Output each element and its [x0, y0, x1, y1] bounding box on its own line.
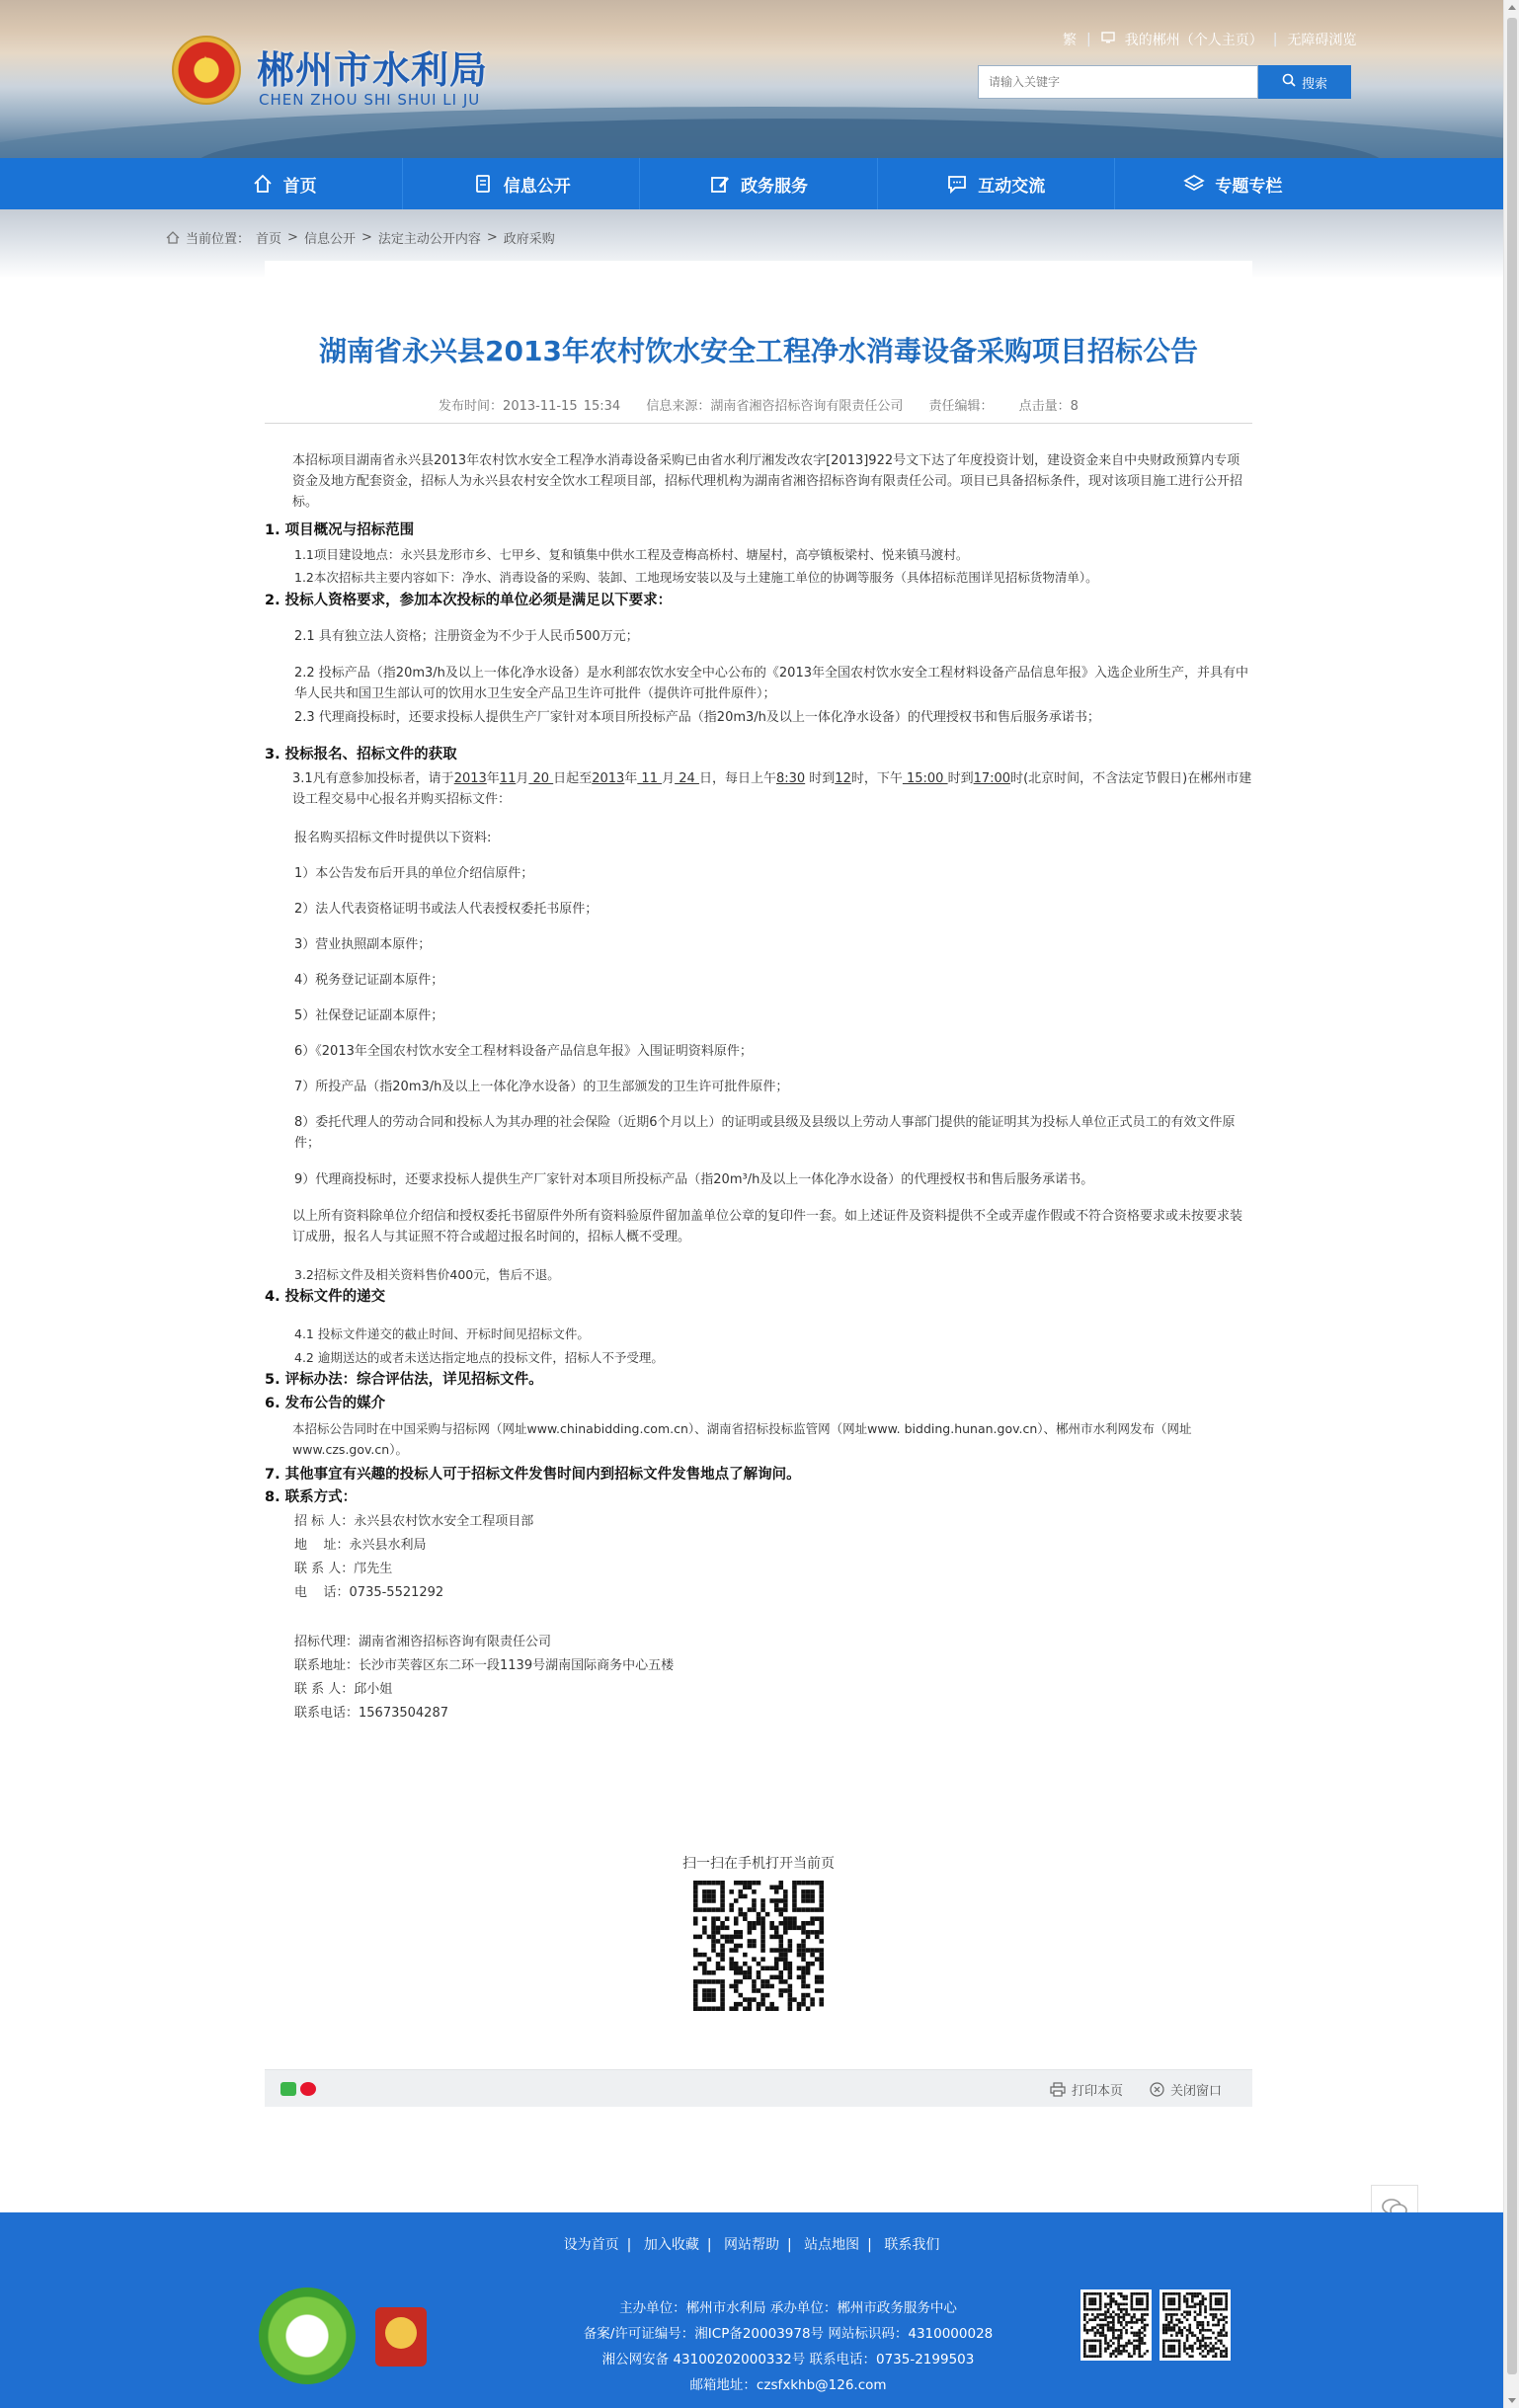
traditional-chinese-link[interactable]: 繁: [1063, 33, 1077, 48]
nav-item-label: 互动交流: [978, 176, 1046, 197]
section-3-price: 3.2招标文件及相关资料售价400元，售后不退。: [294, 1267, 560, 1282]
section-3-list-item: 9）代理商投标时，还要求投标人提供生产厂家针对本项目所投标产品（指20m³/h及以上一体化净水设备）的代理授权书和售后服务承诺书。: [294, 1172, 1094, 1187]
section-4-item: 4.2 逾期送达的或者未送达指定地点的投标文件，招标人不予受理。: [294, 1350, 664, 1365]
section-3-list-item: 6）《2013年全国农村饮水安全工程材料设备产品信息年报》入围证明资料原件；: [294, 1044, 753, 1059]
intro-paragraph: 本招标项目湖南省永兴县2013年农村饮水安全工程净水消毒设备采购已由省水利厅湘发改农字[2013]922号文下达了年度投资计划，建设资金来自中央财政预算内专项资金及地方配套资金，招标人为永兴县农村安全饮水工程项目部，招标代理机构为湖南省湘咨招标咨询有限责任公司。项目已具备招标条件，现对该项目施工进行公开招标。: [292, 453, 1243, 510]
site-footer: [0, 2212, 1503, 2408]
text-run: 时(北京时间，不含法定节假日)在郴州市建设工程交易中心报名并购买招标文件：: [292, 771, 1252, 807]
qr-label: 扫一扫在手机打开当前页: [682, 1856, 835, 1872]
section-3-list-title: 报名购买招标文件时提供以下资料:: [294, 831, 492, 845]
close-button-label: 关闭窗口: [1170, 2084, 1223, 2099]
section-3-list-item: 7）所投产品（指20m3/h及以上一体化净水设备）的卫生部颁发的卫生许可批件原件；: [294, 1080, 789, 1094]
breadcrumb-item-info[interactable]: 信息公开: [303, 232, 356, 247]
nav-item-special-topics[interactable]: [1115, 158, 1351, 209]
breadcrumb-item-procurement[interactable]: 政府采购: [503, 232, 555, 247]
monitor-icon: [1101, 32, 1115, 47]
section-4-item: 4.1 投标文件递交的截止时间、开标时间见招标文件。: [294, 1326, 590, 1341]
contact-line: 招 标 人：永兴县农村饮水安全工程项目部: [294, 1514, 534, 1529]
site-title[interactable]: 郴州市水利局: [257, 48, 489, 92]
text-run: 年: [624, 771, 638, 786]
contact-line: 电 话：0735-5521292: [294, 1585, 444, 1600]
site-subtitle: CHEN ZHOU SHI SHUI LI JU: [259, 91, 481, 109]
section-2-item: 2.3 代理商投标时，还要求投标人提供生产厂家针对本项目所投标产品（指20m3/h及以上一体化净水设备）的代理授权书和售后服务承诺书；: [294, 710, 1100, 725]
scrollbar-thumb[interactable]: [1507, 18, 1517, 2374]
contact-line: 联 系 人：邝先生: [294, 1562, 393, 1576]
accessibility-link[interactable]: 无障碍浏览: [1287, 33, 1357, 48]
divider: [265, 423, 1252, 424]
search-input[interactable]: [978, 65, 1258, 99]
footer-link-help[interactable]: 网站帮助: [724, 2237, 779, 2253]
page-qr-code-icon: [693, 1881, 824, 2011]
section-1-item: 1.2本次招标共主要内容如下：净水、消毒设备的采购、装卸、工地现场安装以及与土建施工单位的协调等服务（具体招标范围详见招标货物清单）。: [294, 570, 1098, 585]
text-run: 时到: [805, 771, 836, 786]
text-run: 日，每日上午: [698, 771, 776, 786]
breadcrumb-item-home[interactable]: 首页: [256, 232, 282, 247]
section-3-intro: [265, 768, 1252, 810]
main-nav-inner: [166, 158, 1351, 209]
section-3-note: 以上所有资料除单位介绍信和授权委托书留原件外所有资料验原件留加盖单位公章的复印件一套。如上述证件及资料提供不全或弄虚作假或不符合资格要求或未按要求装订成册，报名人与其证照不符合或超过报名时间的，招标人概不受理。: [292, 1209, 1243, 1244]
footer-link-set-homepage[interactable]: 设为首页: [563, 2237, 619, 2253]
home-icon: [252, 173, 274, 195]
section-1-heading: 1. 项目概况与招标范围: [265, 522, 415, 538]
contact-line: 联系电话：15673504287: [294, 1706, 448, 1721]
section-3-list-item: 5）社保登记证副本原件；: [294, 1008, 444, 1023]
personal-homepage-link[interactable]: 我的郴州（个人主页）: [1124, 33, 1263, 48]
text-run: 2013: [453, 771, 487, 786]
nav-item-label: 首页: [282, 176, 317, 197]
search-button[interactable]: [1258, 65, 1351, 99]
section-8-heading: 8. 联系方式：: [265, 1489, 358, 1505]
print-button[interactable]: [1050, 2080, 1123, 2099]
article-title: 湖南省永兴县2013年农村饮水安全工程净水消毒设备采购项目招标公告: [319, 335, 1198, 367]
wechat-share-icon[interactable]: [280, 2082, 296, 2096]
section-6-text: 本招标公告同时在中国采购与招标网（网址www.chinabidding.com.cn）、湖南省招标投标监管网（网址www. bidding.hunan.gov.cn）、郴州市水利网发布（网址www.czs.gov.cn）。: [292, 1421, 1192, 1457]
section-3-list-item: 8）委托代理人的劳动合同和投标人为其办理的社会保险（近期6个月以上）的证明或县级及县级以上劳动人事部门提供的能证明其为投标人单位正式员工的有效文件原件；: [294, 1115, 1236, 1151]
text-run: 17:00: [973, 771, 1011, 786]
nav-item-interaction[interactable]: [878, 158, 1115, 209]
text-run: 11: [499, 771, 517, 786]
editor: 责任编辑：: [928, 399, 994, 414]
layers-icon: [1183, 173, 1205, 195]
footer-links: 设为首页 | 加入收藏 | 网站帮助 | 站点地图 | 联系我们: [563, 2237, 940, 2253]
section-3-list-item: 1）本公告发布后开具的单位介绍信原件；: [294, 866, 534, 881]
text-run: 20: [528, 771, 554, 786]
national-emblem-icon: ★: [172, 36, 241, 105]
main-nav: [0, 158, 1503, 209]
chat-icon: [946, 173, 968, 195]
footer-link-sitemap[interactable]: 站点地图: [804, 2237, 860, 2253]
section-7-heading: 7. 其他事宜有兴趣的投标人可于招标文件发售时间内到招标文件发售地点了解询问。: [265, 1467, 801, 1483]
text-run: 24: [675, 771, 699, 786]
breadcrumb-item-legal-content[interactable]: 法定主动公开内容: [377, 232, 481, 247]
search-button-label: 搜索: [1301, 76, 1327, 92]
section-4-heading: 4. 投标文件的递交: [265, 1289, 386, 1305]
nav-item-label: 政务服务: [741, 176, 808, 197]
text-run: 时到: [947, 771, 974, 786]
nav-item-info-disclosure[interactable]: [403, 158, 640, 209]
info-source: 信息来源：湖南省湘咨招标咨询有限责任公司: [646, 399, 904, 414]
separator: |: [1086, 32, 1091, 47]
scroll-up-arrow-icon[interactable]: [1504, 0, 1519, 16]
breadcrumb-separator: >: [287, 230, 298, 245]
footer-qr-code-icon: [1159, 2289, 1231, 2361]
scroll-down-arrow-icon[interactable]: [1504, 2392, 1519, 2408]
text-run: 2013: [592, 771, 625, 786]
document-icon: [472, 173, 494, 195]
section-1-item: 1.1项目建设地点：永兴县龙形市乡、七甲乡、复和镇集中供水工程及壹梅高桥村、塘屋村，高亭镇板梁村、悦来镇马渡村。: [294, 547, 969, 562]
breadcrumb: [166, 228, 555, 247]
top-links: [1063, 30, 1356, 49]
party-government-badge-icon[interactable]: [375, 2307, 427, 2367]
home-icon: [166, 231, 180, 244]
text-run: 时，下午: [850, 771, 903, 786]
nav-item-home[interactable]: [166, 158, 403, 209]
print-button-label: 打印本页: [1072, 2084, 1124, 2099]
text-run: 12: [835, 771, 851, 786]
text-run: 8:30: [775, 771, 806, 786]
footer-link-add-favorite[interactable]: 加入收藏: [643, 2237, 699, 2253]
nav-item-label: 专题专栏: [1215, 176, 1283, 197]
section-2-item: 2.2 投标产品（指20m3/h及以上一体化净水设备）是水利部农饮水安全中心公布的《2013年全国农村饮水安全工程材料设备产品信息年报》入选企业所生产，并具有中华人民共和国卫生部认可的饮用水卫生安全产品卫生许可批件（提供许可批件原件）；: [294, 666, 1248, 701]
footer-info: [581, 2295, 996, 2398]
text-run: 年: [486, 771, 500, 786]
section-6-heading: 6. 发布公告的媒介: [265, 1396, 386, 1411]
breadcrumb-separator: >: [360, 230, 372, 245]
breadcrumb-prefix: 当前位置：: [186, 232, 251, 247]
click-count: 点击量：8: [1018, 399, 1079, 414]
site-header: [0, 0, 1503, 158]
footer-sponsor: 主办单位：郴州市水利局 承办单位：郴州市政务服务中心: [619, 2300, 957, 2316]
publish-time: 发布时间：2013-11-15 15:34: [439, 399, 621, 414]
section-2-heading: 2. 投标人资格要求，参加本次投标的单位必须是满足以下要求：: [265, 593, 673, 608]
breadcrumb-separator: >: [486, 230, 498, 245]
search-icon: [1282, 73, 1296, 91]
nav-item-government-services[interactable]: [640, 158, 877, 209]
section-3-list-item: 4）税务登记证副本原件；: [294, 973, 444, 988]
footer-security[interactable]: 湘公网安备 43100202000332号 联系电话：0735-2199503: [601, 2352, 975, 2368]
article-toolbar: [265, 2069, 1252, 2107]
article-meta: [265, 395, 1252, 414]
weibo-share-icon[interactable]: [300, 2082, 316, 2096]
section-2-item: 2.1 具有独立法人资格；注册资金为不少于人民币500万元；: [294, 629, 639, 644]
close-window-button[interactable]: [1150, 2080, 1222, 2099]
footer-icp[interactable]: 备案/许可证编号：湘ICP备20003978号 网站标识码：4310000028: [583, 2326, 994, 2342]
contact-line: 地 址：永兴县水利局: [294, 1538, 427, 1553]
footer-email: 邮箱地址：czsfxkhb@126.com: [689, 2377, 887, 2393]
badge-emblem: [385, 2317, 417, 2349]
contact-line: 联 系 人：邱小姐: [294, 1682, 393, 1697]
text-run: 15:00: [902, 771, 948, 786]
text-run: 3.1凡有意参加投标者，请于: [292, 771, 454, 786]
footer-qr-code-icon: [1080, 2289, 1152, 2361]
section-5-heading: 5. 评标办法：综合评估法，详见招标文件。: [265, 1372, 543, 1388]
contact-line: 联系地址：长沙市芙蓉区东二环一段1139号湖南国际商务中心五楼: [294, 1658, 675, 1673]
text-run: 月: [662, 771, 676, 786]
civilized-unit-badge-icon[interactable]: [259, 2288, 356, 2384]
contact-line: 招标代理：湖南省湘咨招标咨询有限责任公司: [294, 1635, 552, 1649]
text-run: 月: [516, 771, 529, 786]
nav-item-label: 信息公开: [503, 176, 571, 197]
footer-link-contact[interactable]: 联系我们: [884, 2237, 940, 2253]
edit-icon: [709, 173, 731, 195]
close-icon: [1150, 2082, 1164, 2097]
vertical-scrollbar[interactable]: [1503, 0, 1519, 2408]
separator: |: [1272, 32, 1278, 47]
section-3-list-item: 3）营业执照副本原件；: [294, 937, 432, 952]
section-3-heading: 3. 投标报名、招标文件的获取: [265, 747, 457, 763]
text-run: 日起至: [553, 771, 593, 786]
text-run: 11: [637, 771, 663, 786]
printer-icon: [1050, 2082, 1066, 2097]
section-3-list-item: 2）法人代表资格证明书或法人代表授权委托书原件；: [294, 902, 599, 917]
